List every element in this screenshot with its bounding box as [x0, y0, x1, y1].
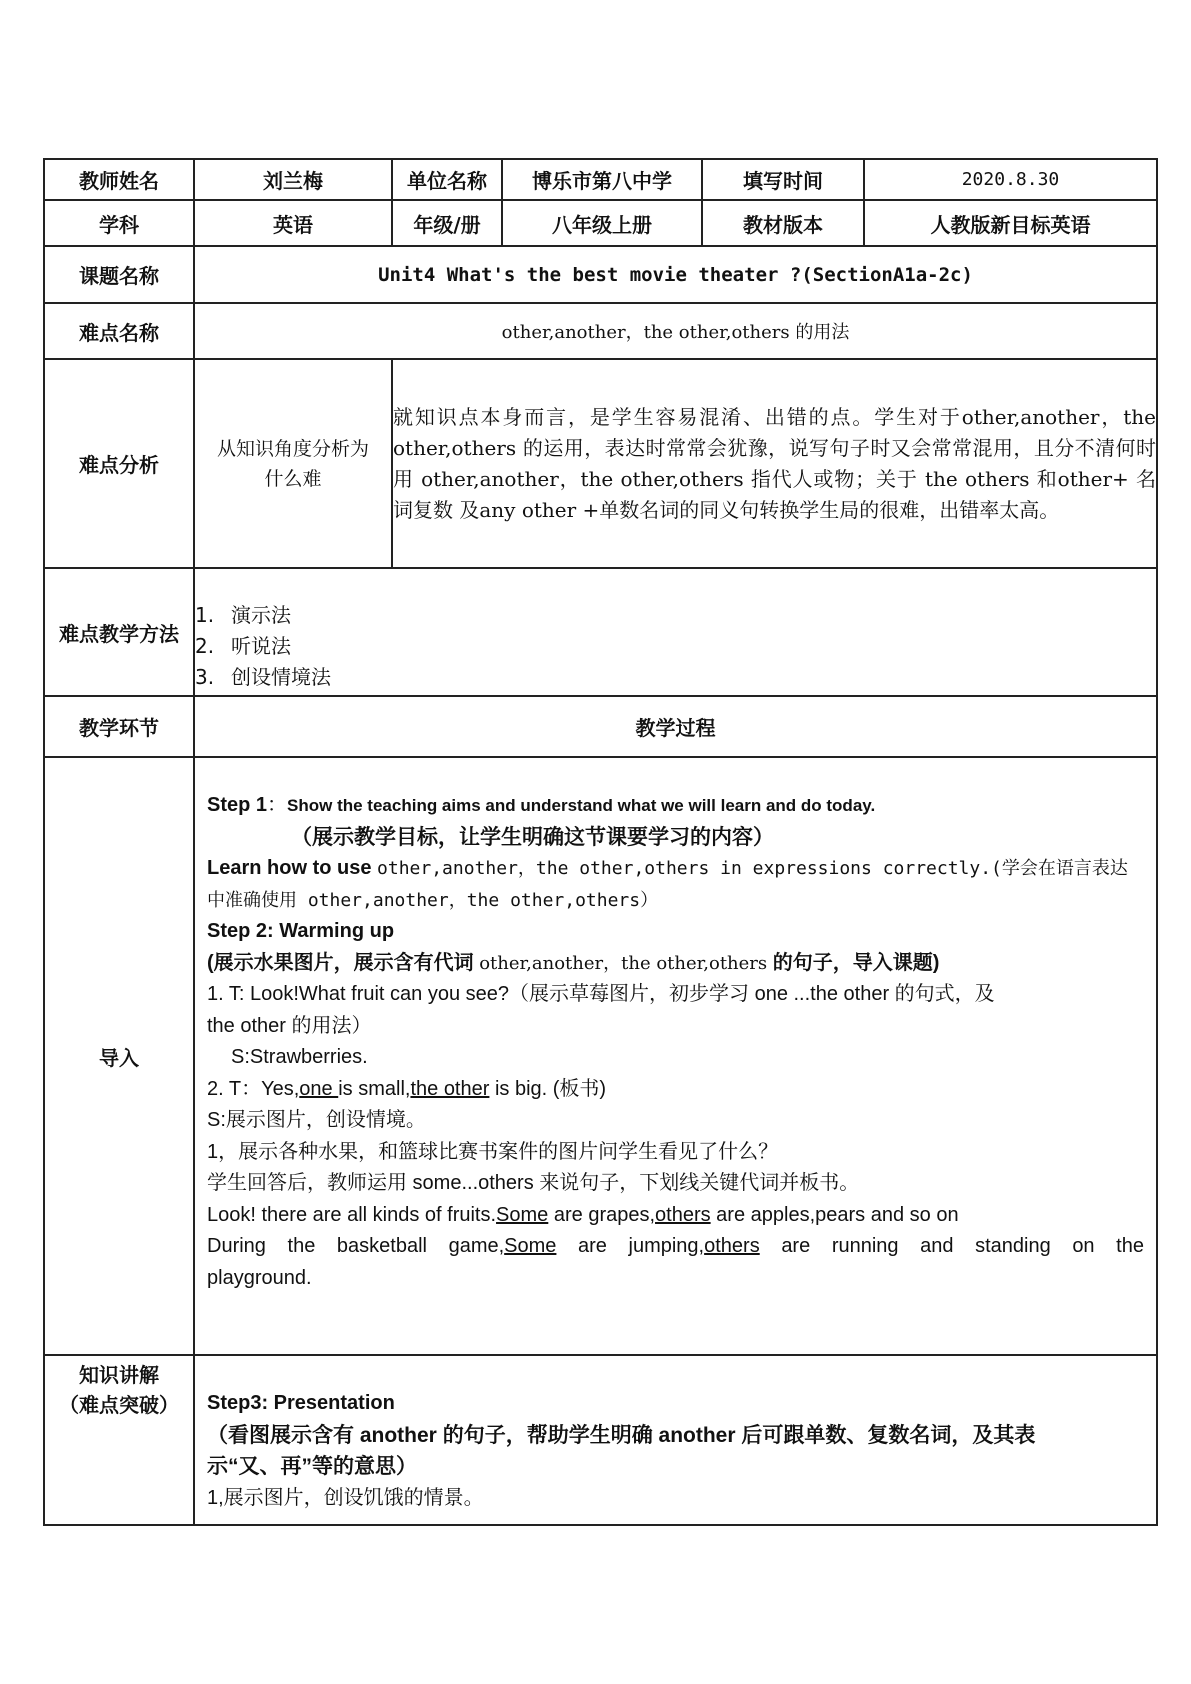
intro-label: 导入 — [44, 757, 194, 1355]
intro-row — [44, 757, 1157, 1355]
analysis-text: 就知识点本身而言，是学生容易混淆、出错的点。学生对于other,another，the other,others 的运用，表达时常常会犹豫，说写句子时又会常常混用，且分不清何时用 other,another，the other,others 指代人或物；关于 the others 和other+ 名词复数 及any other +单数名词的同义句转换学生局的很难，出错率太高。 — [392, 359, 1157, 568]
topic-value: Unit4 What's the best movie theater ?(SectionA1a-2c) — [194, 246, 1157, 303]
lesson-plan-table — [43, 158, 1158, 1526]
methods-list — [194, 568, 1157, 696]
answer-line: 学生回答后，教师运用 some...others 来说句子，下划线关键代词并板书。 — [207, 1172, 860, 1194]
student-line-2: S:展示图片，创设情境。 — [207, 1109, 426, 1131]
difficulty-label: 难点名称 — [44, 303, 194, 359]
knowledge-content — [194, 1355, 1157, 1525]
knowledge-row — [44, 1355, 1157, 1525]
process-header-row — [44, 696, 1157, 757]
method-item: 1. 演示法 — [195, 603, 291, 627]
analysis-label: 难点分析 — [44, 359, 194, 568]
step3-cn-2: 示“又、再”等的意思） — [207, 1455, 417, 1478]
methods-row — [44, 568, 1157, 696]
student-line-1: S:Strawberries. — [231, 1046, 368, 1068]
step1-line: Step 1：Show the teaching aims and understand what we will learn and do today. — [207, 794, 876, 816]
method-item: 3. 创设情境法 — [195, 665, 331, 689]
topic-row — [44, 246, 1157, 303]
date-label: 填写时间 — [702, 159, 864, 200]
textbook-value: 人教版新目标英语 — [864, 200, 1157, 246]
teacher-label: 教师姓名 — [44, 159, 194, 200]
method-item: 2. 听说法 — [195, 634, 291, 658]
picture-line: 1,展示图片，创设饥饿的情景。 — [207, 1486, 484, 1509]
date-value: 2020.8.30 — [864, 159, 1157, 200]
unit-name: 博乐市第八中学 — [502, 159, 702, 200]
difficulty-value: other,another，the other,others 的用法 — [194, 303, 1157, 359]
subject-value: 英语 — [194, 200, 392, 246]
during-line: During the basketball game,Some are jumping,others are running and standing on the — [207, 1235, 1144, 1257]
header-row-2 — [44, 200, 1157, 246]
step1-cn: （展示教学目标，让学生明确这节课要学习的内容） — [291, 825, 774, 849]
step2-cn: (展示水果图片，展示含有代词 other,another，the other,others 的句子，导入课题) — [207, 951, 940, 974]
playground-line: playground. — [207, 1266, 312, 1289]
subject-label: 学科 — [44, 200, 194, 246]
analysis-row — [44, 359, 1157, 568]
look-line: Look! there are all kinds of fruits.Some are grapes,others are apples,pears and so on — [207, 1203, 959, 1226]
teacher-line-1: 1. T: Look!What fruit can you see?（展示草莓图片，初步学习 one ...the other 的句式，及 — [207, 983, 995, 1005]
teacher-line-1b: the other 的用法） — [207, 1014, 372, 1037]
learn-line-2: 中准确使用 other,another，the other,others） — [207, 889, 659, 911]
methods-label: 难点教学方法 — [44, 568, 194, 696]
textbook-label: 教材版本 — [702, 200, 864, 246]
header-row-1 — [44, 159, 1157, 200]
grade-value: 八年级上册 — [502, 200, 702, 246]
difficulty-row — [44, 303, 1157, 359]
intro-content — [194, 757, 1157, 1355]
analysis-angle: 从知识角度分析为什么难 — [194, 359, 392, 568]
topic-label: 课题名称 — [44, 246, 194, 303]
process-label: 教学过程 — [194, 696, 1157, 757]
step3-cn: （看图展示含有 another 的句子，帮助学生明确 another 后可跟单数、复数名词，及其表 — [207, 1423, 1036, 1447]
grade-label: 年级/册 — [392, 200, 502, 246]
unit-label: 单位名称 — [392, 159, 502, 200]
question-line: 1，展示各种水果，和篮球比赛书案件的图片问学生看见了什么？ — [207, 1140, 779, 1163]
learn-line: Learn how to use other,another，the other,others in expressions correctly.(学会在语言表达 — [207, 857, 1128, 879]
step3-title: Step3: Presentation — [207, 1392, 395, 1414]
step2-title: Step 2: Warming up — [207, 920, 395, 942]
knowledge-label: 知识讲解 （难点突破） — [44, 1355, 194, 1525]
teacher-name: 刘兰梅 — [194, 159, 392, 200]
teacher-line-2: 2. T：Yes,one is small,the other is big. (板书) — [207, 1077, 607, 1100]
stage-label: 教学环节 — [44, 696, 194, 757]
